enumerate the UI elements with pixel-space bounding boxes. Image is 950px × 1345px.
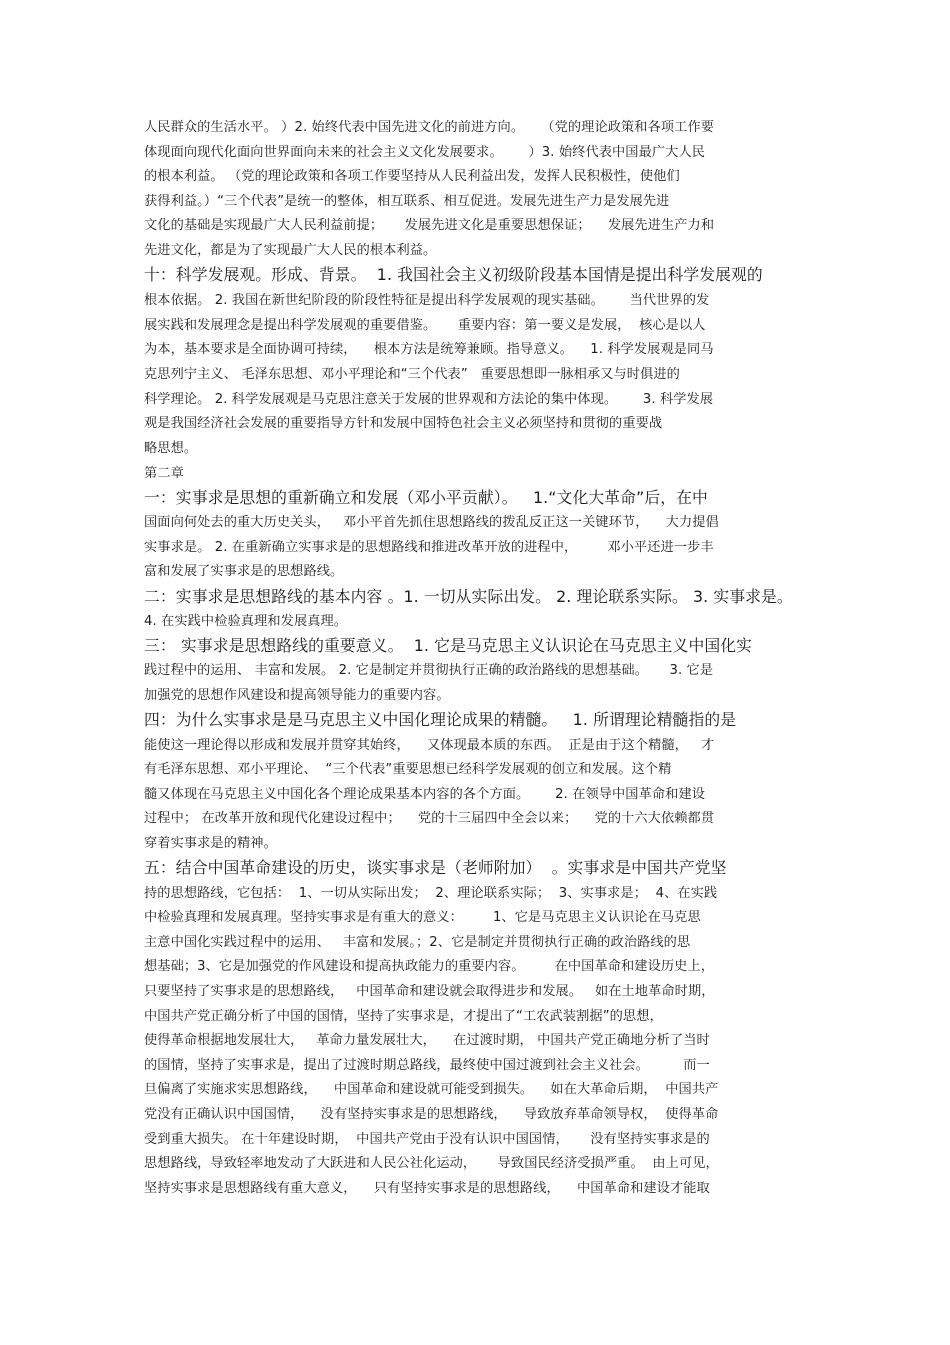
- section-heading-3: 三： 实事求是思想路线的重要意义。 1. 它是马克思主义认识论在马克思主义中国化实: [144, 636, 753, 655]
- text-line: 人民群众的生活水平。 ）2. 始终代表中国先进文化的前进方向。 （党的理论政策和各项工作要: [144, 120, 715, 135]
- text-line: 4. 在实践中检验真理和发展真理。: [144, 614, 348, 629]
- text-line: 有毛泽东思想、邓小平理论、 “三个代表”重要思想已经科学发展观的创立和发展。这个精: [144, 762, 672, 777]
- text-line: 富和发展了实事求是的思想路线。: [144, 564, 344, 579]
- text-line: 的根本利益。 （党的理论政策和各项工作要坚持从人民利益出发，发挥人民积极性，使他们: [144, 169, 680, 184]
- text-line: 克思列宁主义、 毛泽东思想、邓小平理论和“三个代表” 重要思想即一脉相承又与时俱进的: [144, 367, 680, 382]
- text-line: 中检验真理和发展真理。坚持实事求是有重大的意义： 1、它是马克思主义认识论在马克思: [144, 910, 701, 925]
- text-line: 思想路线，导致轻率地发动了大跃进和人民公社化运动， 导致国民经济受损严重。 由上可见，: [144, 1156, 719, 1171]
- text-line: 践过程中的运用、 丰富和发展。 2. 它是制定并贯彻执行正确的政治路线的思想基础。 3. 它是: [144, 663, 714, 678]
- chapter-heading: 第二章: [144, 466, 184, 481]
- text-line: 根本依据。 2. 我国在新世纪阶段的阶段性特征是提出科学发展观的现实基础。 当代世界的发: [144, 293, 710, 308]
- text-line: 党没有正确认识中国国情， 没有坚持实事求是的思想路线， 导致放弃革命领导权， 使得革命: [144, 1107, 719, 1122]
- text-line: 持的思想路线，它包括： 1、一切从实际出发； 2、理论联系实际； 3、实事求是； 4、在实践: [144, 886, 718, 901]
- text-line: 获得利益。）“三个代表”是统一的整体，相互联系、相互促进。发展先进生产力是发展先进: [144, 194, 670, 209]
- text-line: 加强党的思想作风建设和提高领导能力的重要内容。: [144, 688, 450, 703]
- text-line: 过程中； 在改革开放和现代化建设过程中； 党的十三届四中全会以来； 党的十六大依赖都贯: [144, 811, 715, 826]
- text-line: 想基础；3、它是加强党的作风建设和提高执政能力的重要内容。 在中国革命和建设历史上，: [144, 959, 715, 974]
- text-line: 主意中国化实践过程中的运用、 丰富和发展。；2、它是制定并贯彻执行正确的政治路线的思: [144, 935, 691, 950]
- text-line: 使得革命根据地发展壮大， 革命力量发展壮大， 在过渡时期， 中国共产党正确地分析了当时: [144, 1033, 710, 1048]
- section-heading-4: 四：为什么实事求是是马克思主义中国化理论成果的精髓。 1. 所谓理论精髓指的是: [144, 710, 737, 729]
- section-heading-10: 十：科学发展观。形成、背景。 1. 我国社会主义初级阶段基本国情是提出科学发展观的: [144, 265, 763, 284]
- text-line: 髓又体现在马克思主义中国化各个理论成果基本内容的各个方面。 2. 在领导中国革命和建设: [144, 787, 706, 802]
- text-line: 观是我国经济社会发展的重要指导方针和发展中国特色社会主义必须坚持和贯彻的重要战: [144, 416, 663, 431]
- text-line: 体现面向现代化面向世界面向未来的社会主义文化发展要求。 ）3. 始终代表中国最广大人民: [144, 145, 706, 160]
- text-line: 能使这一理论得以形成和发展并贯穿其始终， 又体现最本质的东西。 正是由于这个精髓， 才: [144, 738, 715, 753]
- text-line: 中国共产党正确分析了中国的国情，坚持了实事求是，才提出了“工农武装割据”的思想，: [144, 1009, 663, 1024]
- text-line: 穿着实事求是的精神。: [144, 836, 277, 851]
- text-line: 受到重大损失。 在十年建设时期， 中国共产党由于没有认识中国国情， 没有坚持实事求是的: [144, 1132, 710, 1147]
- text-line: 略思想。: [144, 441, 198, 456]
- text-line: 先进文化，都是为了实现最广大人民的根本利益。: [144, 243, 437, 258]
- text-line: 展实践和发展理念是提出科学发展观的重要借鉴。 重要内容：第一要义是发展， 核心是以人: [144, 318, 706, 333]
- text-line: 为本，基本要求是全面协调可持续， 根本方法是统筹兼顾。指导意义。 1. 科学发展观是同马: [144, 342, 714, 357]
- text-line: 实事求是。 2. 在重新确立实事求是的思想路线和推进改革开放的进程中， 邓小平还进一步丰: [144, 540, 714, 555]
- text-line: 旦偏离了实施求实思想路线， 中国革命和建设就可能受到损失。 如在大革命后期， 中国共产: [144, 1082, 719, 1097]
- text-line: 的国情，坚持了实事求是，提出了过渡时期总路线，最终使中国过渡到社会主义社会。 而一: [144, 1058, 710, 1073]
- text-line: 只要坚持了实事求是的思想路线， 中国革命和建设就会取得进步和发展。 如在土地革命时期，: [144, 984, 715, 999]
- text-line: 文化的基础是实现最广大人民利益前提； 发展先进文化是重要思想保证； 发展先进生产力和: [144, 218, 715, 233]
- section-heading-5: 五：结合中国革命建设的历史，谈实事求是（老师附加） 。实事求是中国共产党坚: [144, 858, 727, 877]
- text-line: 国面向何处去的重大历史关头， 邓小平首先抓住思想路线的拨乱反正这一关键环节， 大力提倡: [144, 515, 719, 530]
- section-heading-2: 二：实事求是思想路线的基本内容 。1. 一切从实际出发。 2. 理论联系实际。 3. 实事求是。: [144, 587, 793, 606]
- section-heading-1: 一：实事求是思想的重新确立和发展（邓小平贡献）。 1.“文化大革命”后，在中: [144, 488, 708, 507]
- text-line: 科学理论。 2. 科学发展观是马克思注意关于发展的世界观和方法论的集中体现。 3. 科学发展: [144, 392, 714, 407]
- text-line: 坚持实事求是思想路线有重大意义， 只有坚持实事求是的思想路线， 中国革命和建设才能取: [144, 1181, 710, 1196]
